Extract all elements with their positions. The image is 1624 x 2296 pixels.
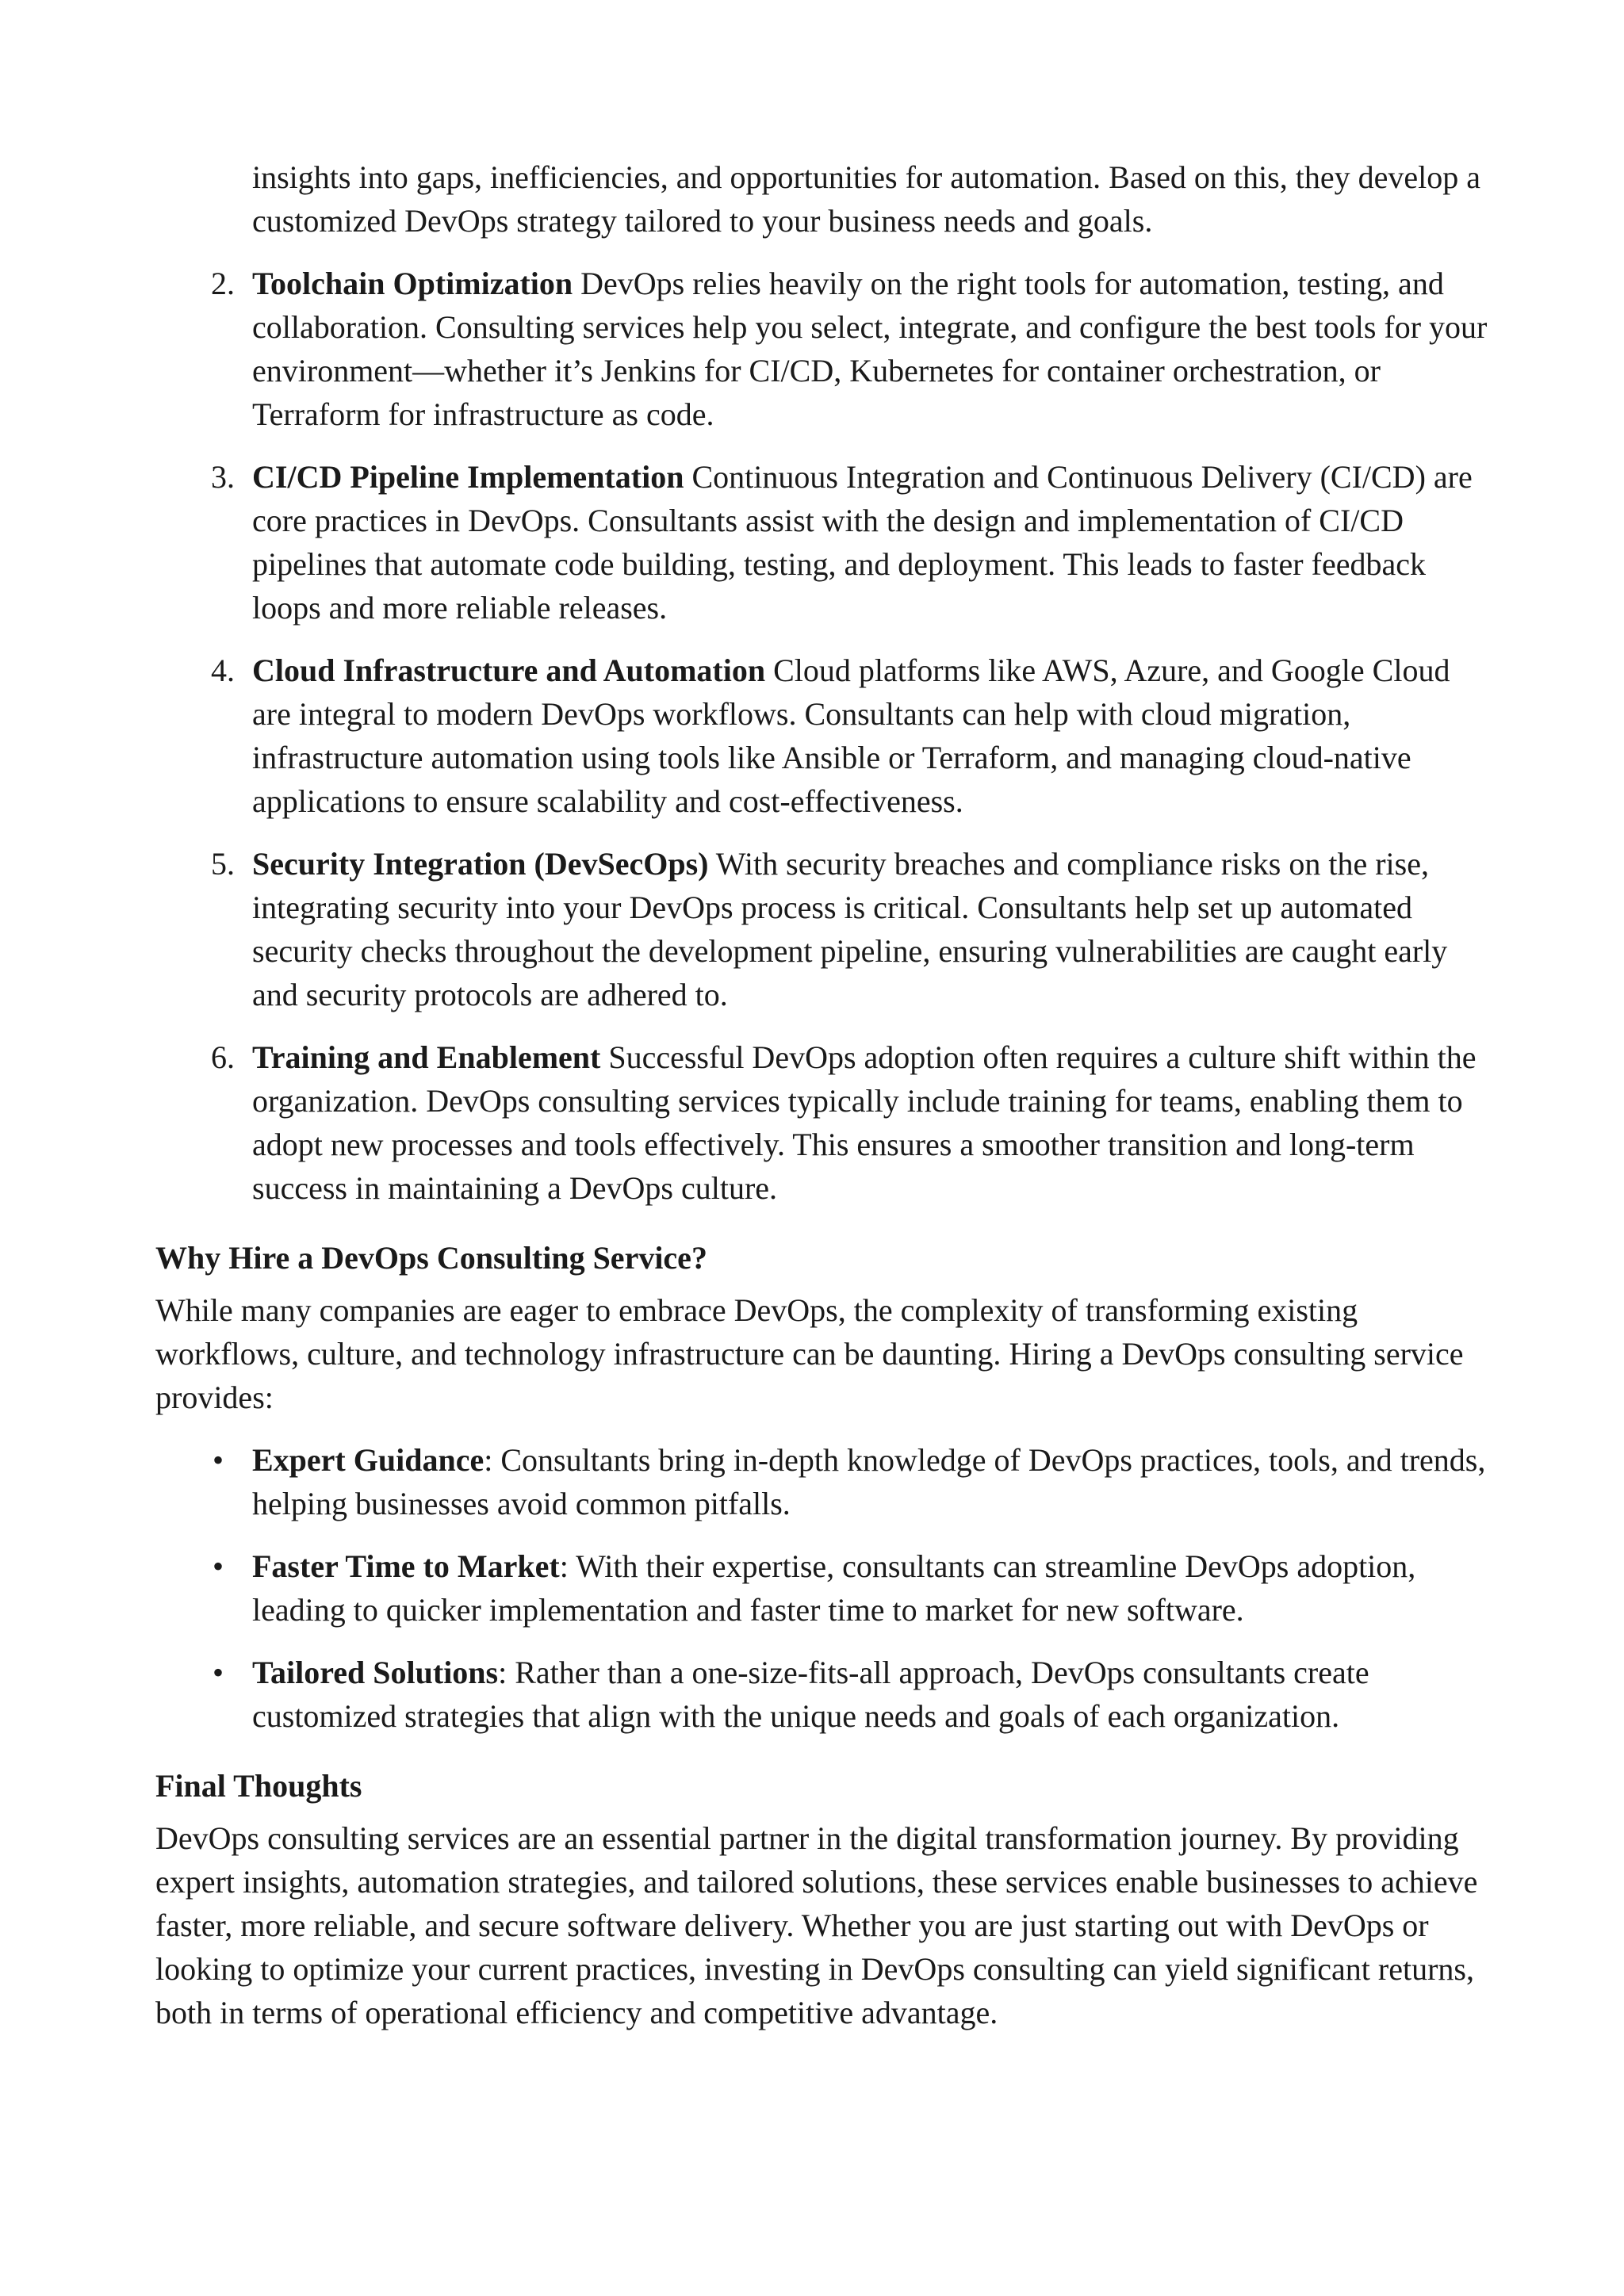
why-hire-heading: Why Hire a DevOps Consulting Service? [155,1240,707,1276]
bullet-item-tailored-solutions [155,1651,1488,1738]
bullet-icon: • [213,1548,224,1584]
list-item-toolchain-optimization [155,262,1488,436]
list-item-text: Continuous Integration and Continuous Delivery (CI/CD) are core practices in DevOps. Consultants assist with the design and implementation of CI/CD pipelines that automate code building, testing, and deployment. This leads to faster feedback loops and more reliable releases. [252,459,1473,626]
list-item-title: CI/CD Pipeline Implementation [252,459,684,495]
why-hire-intro: While many companies are eager to embrace DevOps, the complexity of transforming existing workflows, culture, and technology infrastructure can be daunting. Hiring a DevOps consulting service provides: [155,1292,1464,1415]
list-item-training-enablement [155,1035,1488,1210]
bullet-title: Tailored Solutions [252,1655,499,1690]
list-item-title: Toolchain Optimization [252,266,573,301]
bullet-title: Faster Time to Market [252,1548,560,1584]
list-item-text: Successful DevOps adoption often requires a culture shift within the organization. DevOps consulting services typically include training for teams, enabling them to adopt new processes and tools effectively. This ensures a smoother transition and long-term success in maintaining a DevOps culture. [252,1039,1477,1206]
bullet-item-expert-guidance [155,1438,1488,1525]
list-item-text: DevOps relies heavily on the right tools for automation, testing, and collaboration. Consulting services help you select, integrate, and configure the best tools for your environment—whether it’s Jenkins for CI/CD, Kubernetes for container orchestration, or Terraform for infrastructure as code. [252,266,1488,432]
list-number: 4. [211,652,235,688]
document-page [155,155,1488,2034]
list-item-title: Cloud Infrastructure and Automation [252,652,766,688]
benefits-bullet-list [155,1438,1488,1738]
bullet-icon: • [213,1655,224,1690]
list-number: 2. [211,266,235,301]
bullet-text: : Consultants bring in-depth knowledge of DevOps practices, tools, and trends, helping businesses avoid common pitfalls. [252,1442,1486,1521]
list-number: 5. [211,846,235,882]
list-number: 3. [211,459,235,495]
list-number: 6. [211,1039,235,1075]
bullet-icon: • [213,1442,224,1478]
list-item-cloud-infrastructure [155,649,1488,823]
list-item-text: With security breaches and compliance risks on the rise, integrating security into your DevOps process is critical. Consultants help set up automated security checks throughout the development pipeline, ensuring vulnerabilities are caught early and security protocols are adhered to. [252,846,1448,1012]
list-item-continuation [155,155,1488,243]
bullet-text: : With their expertise, consultants can streamline DevOps adoption, leading to quicker implementation and faster time to market for new software. [252,1548,1416,1628]
bullet-text: : Rather than a one-size-fits-all approach, DevOps consultants create customized strategies that align with the unique needs and goals of each organization. [252,1655,1369,1734]
list-item-security-integration [155,842,1488,1016]
final-thoughts-heading: Final Thoughts [155,1768,362,1804]
continuation-text: insights into gaps, inefficiencies, and opportunities for automation. Based on this, they develop a customized DevOps strategy tailored to your business needs and goals. [252,159,1480,239]
bullet-title: Expert Guidance [252,1442,485,1478]
list-item-title: Security Integration (DevSecOps) [252,846,709,882]
services-numbered-list [155,155,1488,1210]
bullet-item-faster-time-to-market [155,1544,1488,1632]
final-thoughts-body: DevOps consulting services are an essential partner in the digital transformation journey. By providing expert insights, automation strategies, and tailored solutions, these services enable businesses to achieve faster, more reliable, and secure software delivery. Whether you are just starting out with DevOps or looking to optimize your current practices, investing in DevOps consulting can yield significant returns, both in terms of operational efficiency and competitive advantage. [155,1820,1478,2030]
list-item-cicd-pipeline [155,455,1488,629]
list-item-title: Training and Enablement [252,1039,601,1075]
list-item-text: Cloud platforms like AWS, Azure, and Google Cloud are integral to modern DevOps workflows. Consultants can help with cloud migration, infrastructure automation using tools like Ansible or Terraform, and managing cloud-native applications to ensure scalability and cost-effectiveness. [252,652,1450,819]
